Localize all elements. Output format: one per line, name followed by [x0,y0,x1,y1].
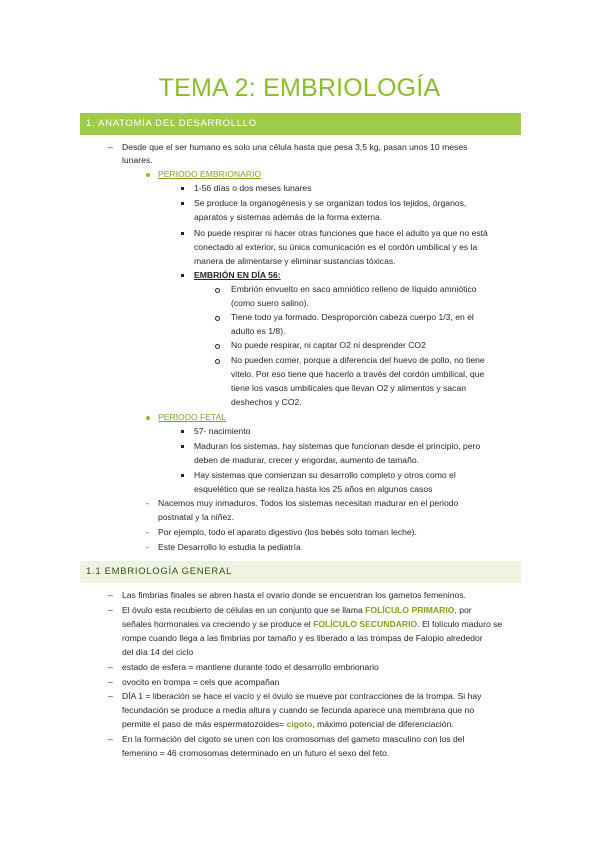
general-line: femenino = 46 cromosomas determinado en un futuro el sexo del feto. [122,748,390,758]
general-line: ovocito en trompa = cels que acompañan [122,677,280,687]
general-line: del día 14 del ciclo [122,647,194,657]
periodo-embrionario-label: PERIODO EMBRIONARIO [158,169,262,179]
dash-bullet: – [108,142,113,152]
folículo-primario-highlight: FOLÍCULO PRIMARIO [365,605,455,615]
embrionario-item: aparatos y sistemas además de la forma externa. [194,212,383,222]
square-bullet-icon [181,430,184,433]
general-line: fecundación se produce a media altura y cuando se fecunda aparece una membrana que no [122,705,475,715]
embrion-dia-56-label: EMBRIÓN EN DÍA 56: [194,270,281,280]
intro-line-2: lunares. [122,155,153,165]
embrion-item: Embrión envuelto en saco amniótico relleno de líquido amniótico [231,284,477,294]
general-line: En la formación del cigoto se unen con los cromosomas del gameto masculino con los del [122,734,465,744]
embrion-item: tiene los vasos umbilicales que llevan O2 y alimentos y sacan [231,383,467,393]
square-bullet-icon [181,445,184,448]
embrion-item: deshechos y CO2. [231,397,302,407]
general-line: El óvulo esta recubierto de células en un conjunto que se llama FOLÍCULO PRIMARIO, por [122,605,472,615]
dash-bullet: - [146,542,149,552]
green-bullet-icon [146,416,150,420]
general-line: rompe cuando llega a las fimbrias por tamaño y es liberado a las trompas de Falopio alrededor [122,633,483,643]
square-bullet-icon [181,274,184,277]
dash-bullet: – [108,734,113,744]
embrionario-item: manera de alimentarse y eliminar sustancias tóxicas. [194,256,396,266]
general-line: Las fimbrias finales se abren hasta el ovario donde se encuentran los gametos femeninos. [122,590,466,600]
note-line: Nacemos muy inmaduros. Todos los sistemas necesitan madurar en el periodo [158,498,459,508]
embrion-item: No puede respirar, ni captar O2 ni desprender CO2 [231,340,426,350]
folículo-secundario-highlight: FOLÍCULO SECUNDARIO [313,619,418,629]
circle-bullet-icon [215,344,220,349]
embrion-item: (como suero salino). [231,298,309,308]
intro-line-1: Desde que el ser humano es solo una célula hasta que pesa 3,5 kg, pasan unos 10 meses [122,142,468,152]
dash-bullet: – [108,590,113,600]
cigoto-highlight: cigoto [286,719,313,729]
embrion-item: vitelo. Por eso tiene que hacerlo a través del cordón umbilical, que [231,369,485,379]
fetal-item: 57- nacimiento [194,426,251,436]
circle-bullet-icon [215,288,220,293]
periodo-fetal-label: PERIODO FETAL [158,412,227,422]
embrionario-item: 1-56 días o dos meses lunares [194,183,312,193]
green-bullet-icon [146,173,150,177]
square-bullet-icon [181,202,184,205]
general-line: señales hormonales va creciendo y se produce el FOLÍCULO SECUNDARIO. El folículo maduro se [122,619,503,629]
embrion-item: No pueden comer, porque a diferencia del huevo de pollo, no tiene [231,355,485,365]
embrionario-item: Se produce la organogénesis y se organizan todos los tejidos, órganos, [194,198,467,208]
circle-bullet-icon [215,316,220,321]
fetal-item: Hay sistemas que comienzan su desarrollo completo y otros como el [194,470,456,480]
note-line: Por ejemplo, todo el aparato digestivo (los bebés solo toman leche). [158,527,417,537]
note-line: Este Desarrollo lo estudia la pediatría [158,542,301,552]
circle-bullet-icon [215,359,220,364]
embrion-item: Tiene todo ya formado. Desproporción cabeza cuerpo 1/3, en el [231,312,474,322]
embrionario-item: conectado al exterior, su única comunicación es el cordón umbilical y es la [194,242,478,252]
embrionario-item: No puede respirar ni hacer otras funciones que hace el adulto ya que no está [194,228,488,238]
general-line: estado de esfera = mantiene durante todo el desarrollo embrionario [122,662,379,672]
dash-bullet: - [146,498,149,508]
general-line: DÍA 1 = liberación se hace el vacío y el óvulo se mueve por contracciones de la trompa. Si hay [122,691,482,701]
dash-bullet: – [108,677,113,687]
general-line: permite el paso de más espermatozoides= cigoto, máximo potencial de diferenciación. [122,719,454,729]
square-bullet-icon [181,232,184,235]
note-line: postnatal y la niñez. [158,512,234,522]
dash-bullet: – [108,662,113,672]
dash-bullet: – [108,691,113,701]
square-bullet-icon [181,187,184,190]
page-title: TEMA 2: EMBRIOLOGÍA [158,74,441,102]
section-heading-embriologia-general: 1.1 EMBRIOLOGÍA GENERAL [80,561,521,583]
section-heading-anatomia: 1. ANATOMÍA DEL DESARROLLLO [80,113,521,135]
fetal-item: esquelético que se realiza hasta los 25 años en algunos casos [194,484,433,494]
dash-bullet: - [146,527,149,537]
fetal-item: Maduran los sistemas, hay sistemas que funcionan desde el principio, pero [194,441,481,451]
embrion-item: adulto es 1/8). [231,326,286,336]
fetal-item: deben de madurar, crecer y engordar, aumento de tamaño. [194,455,420,465]
square-bullet-icon [181,474,184,477]
dash-bullet: – [108,605,113,615]
